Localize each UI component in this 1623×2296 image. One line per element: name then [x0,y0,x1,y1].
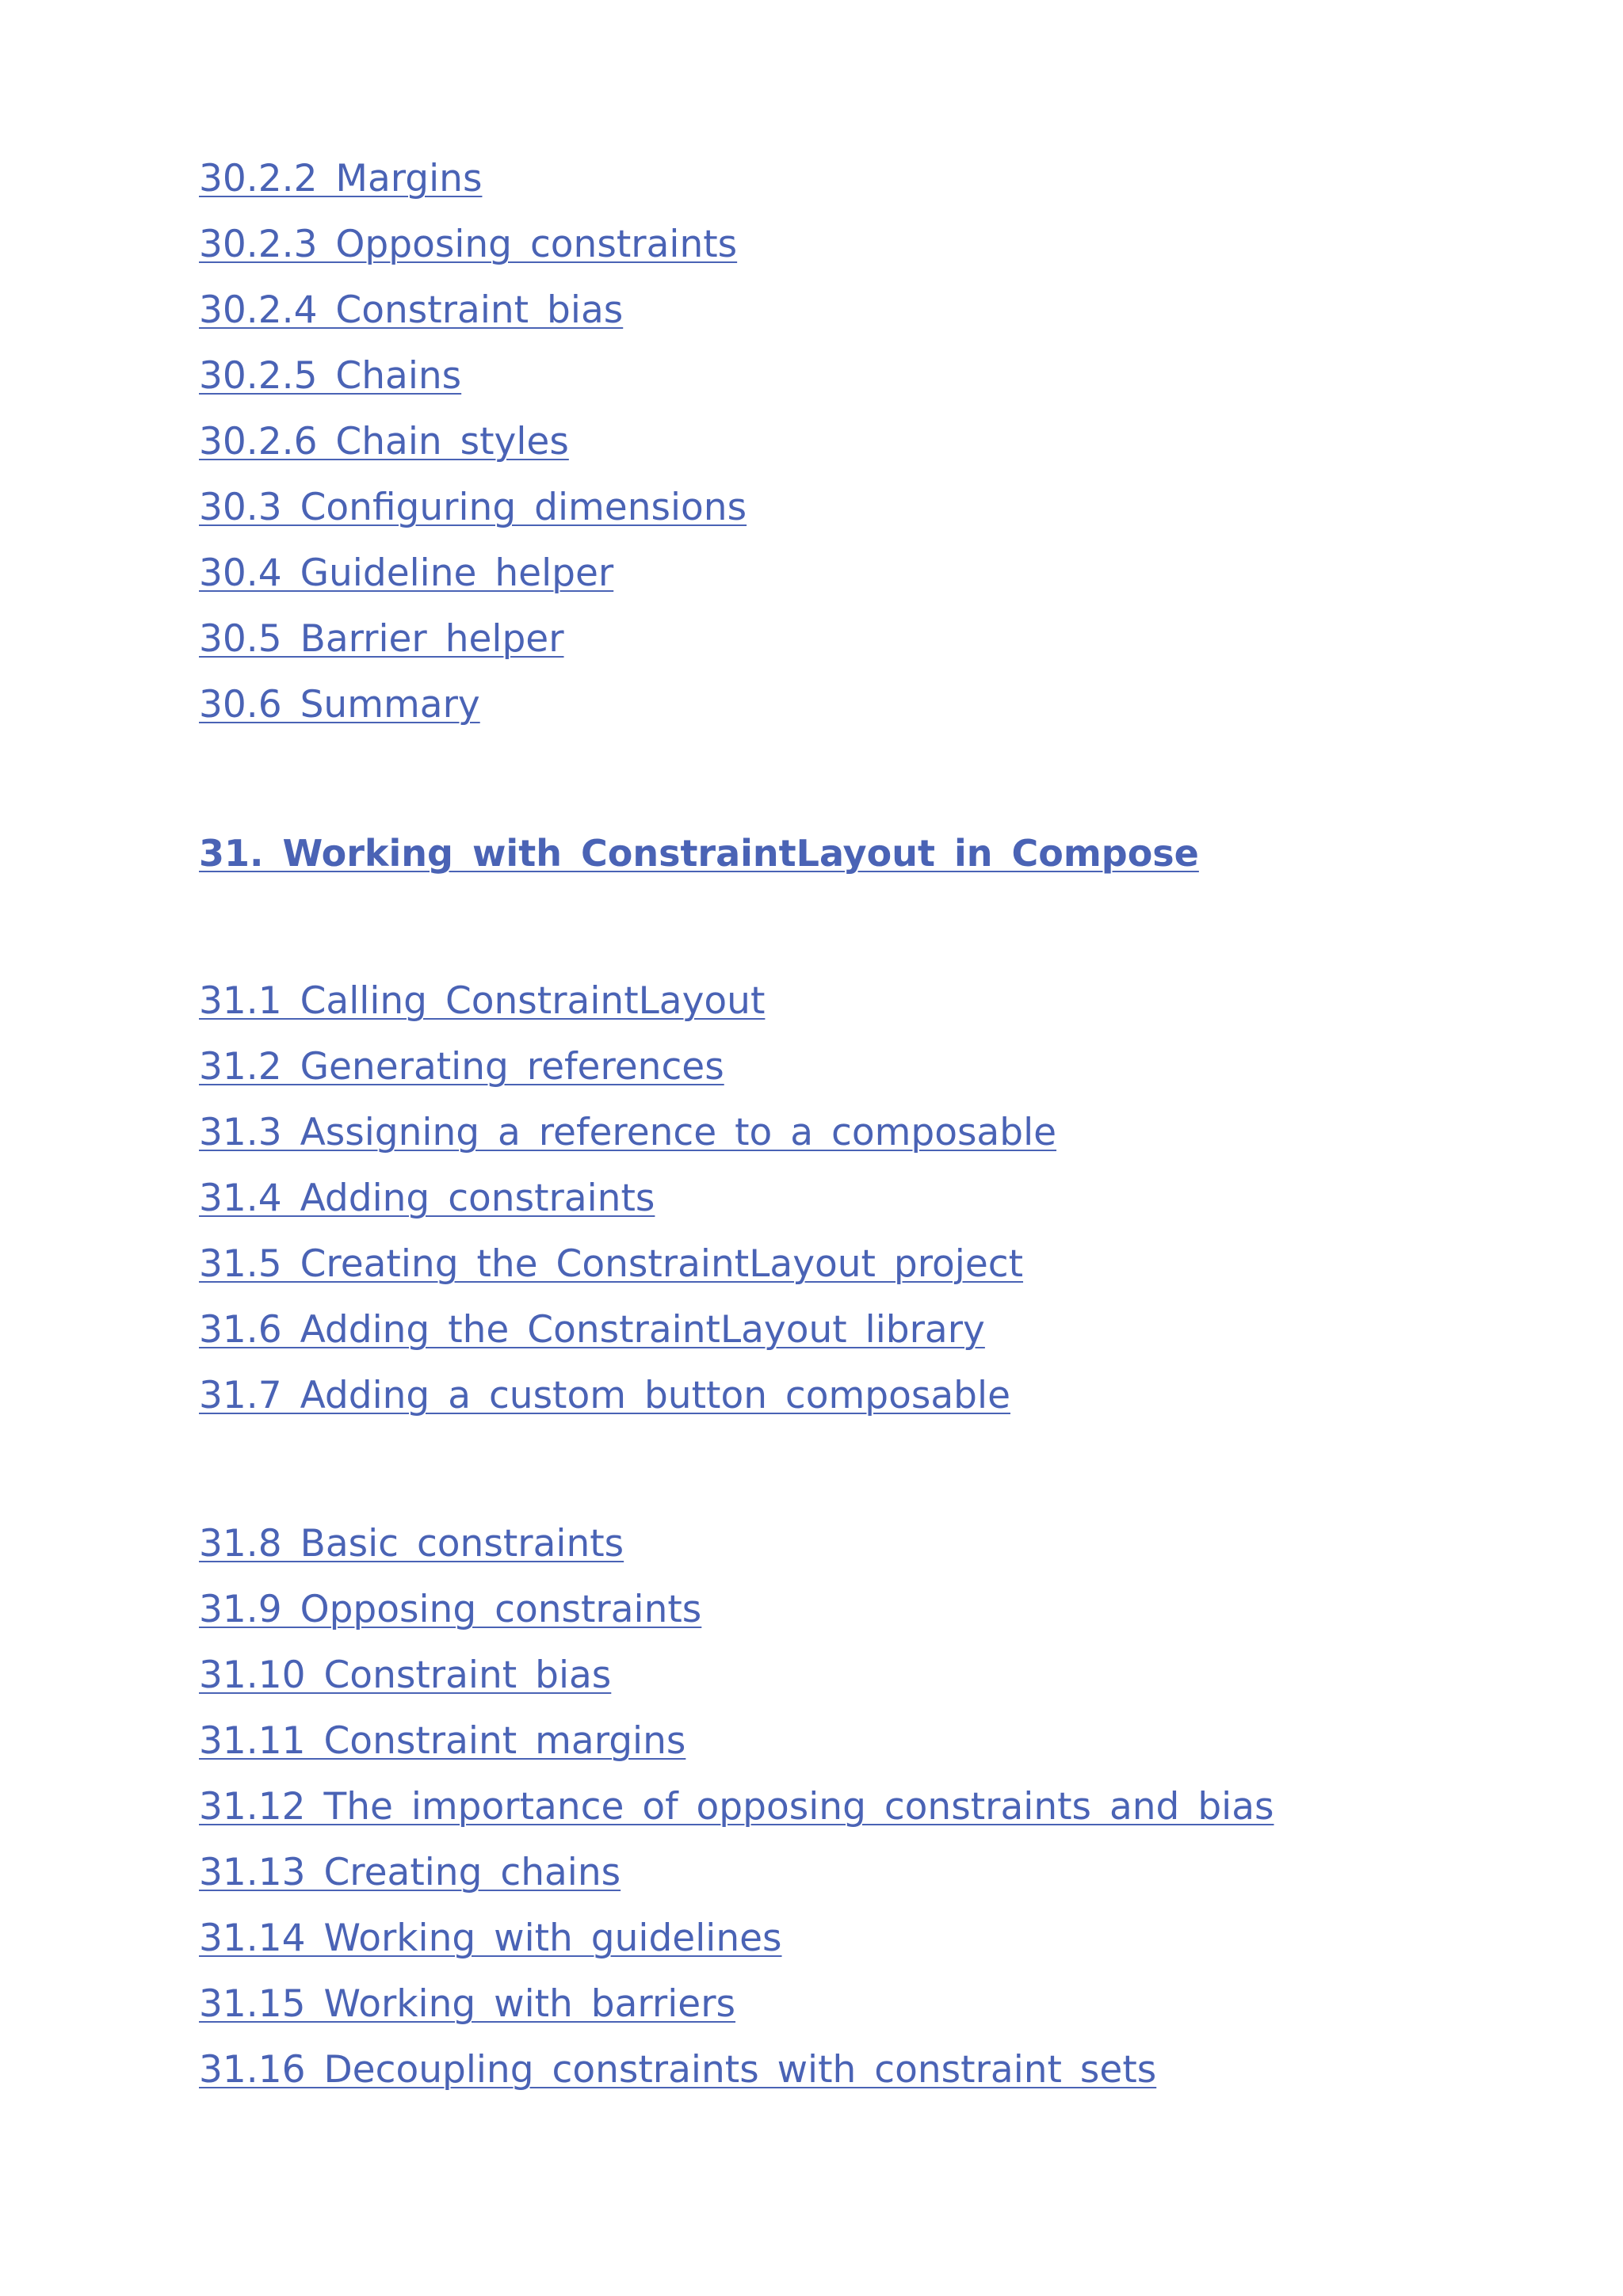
toc-entry-31-5[interactable]: 31.5 Creating the ConstraintLayout project [199,1242,1024,1286]
toc-entry-30-6[interactable]: 30.6 Summary [199,683,480,727]
toc-entry-30-3[interactable]: 30.3 Configuring dimensions [199,486,747,529]
toc-entry-31-11[interactable]: 31.11 Constraint margins [199,1719,686,1763]
toc-entry-31-8[interactable]: 31.8 Basic constraints [199,1522,624,1566]
toc-entry-31-3[interactable]: 31.3 Assigning a reference to a composable [199,1111,1057,1154]
toc-entry-31-6[interactable]: 31.6 Adding the ConstraintLayout library [199,1308,985,1352]
toc-entry-31-9[interactable]: 31.9 Opposing constraints [199,1588,702,1631]
toc-entry-31-7[interactable]: 31.7 Adding a custom button composable [199,1374,1010,1417]
toc-entry-31-1[interactable]: 31.1 Calling ConstraintLayout [199,979,766,1023]
toc-entry-31-2[interactable]: 31.2 Generating references [199,1045,724,1089]
toc-entry-30-2-6[interactable]: 30.2.6 Chain styles [199,420,569,463]
toc-entry-31-4[interactable]: 31.4 Adding constraints [199,1177,655,1220]
toc-entry-30-2-5[interactable]: 30.2.5 Chains [199,354,462,398]
toc-entry-30-4[interactable]: 30.4 Guideline helper [199,551,614,595]
toc-entry-31-13[interactable]: 31.13 Creating chains [199,1851,621,1894]
toc-entry-31-14[interactable]: 31.14 Working with guidelines [199,1917,782,1960]
toc-entry-30-2-2[interactable]: 30.2.2 Margins [199,157,483,200]
toc-chapter-31[interactable]: 31. Working with ConstraintLayout in Compose [199,832,1199,875]
toc-entry-31-16[interactable]: 31.16 Decoupling constraints with constraint sets [199,2048,1157,2092]
toc-entry-30-2-4[interactable]: 30.2.4 Constraint bias [199,288,624,332]
toc-entry-31-10[interactable]: 31.10 Constraint bias [199,1653,612,1697]
toc-entry-30-2-3[interactable]: 30.2.3 Opposing constraints [199,223,738,266]
toc-entry-31-12[interactable]: 31.12 The importance of opposing constraints and bias [199,1785,1274,1829]
toc-entry-30-5[interactable]: 30.5 Barrier helper [199,617,564,661]
toc-entry-31-15[interactable]: 31.15 Working with barriers [199,1982,736,2026]
